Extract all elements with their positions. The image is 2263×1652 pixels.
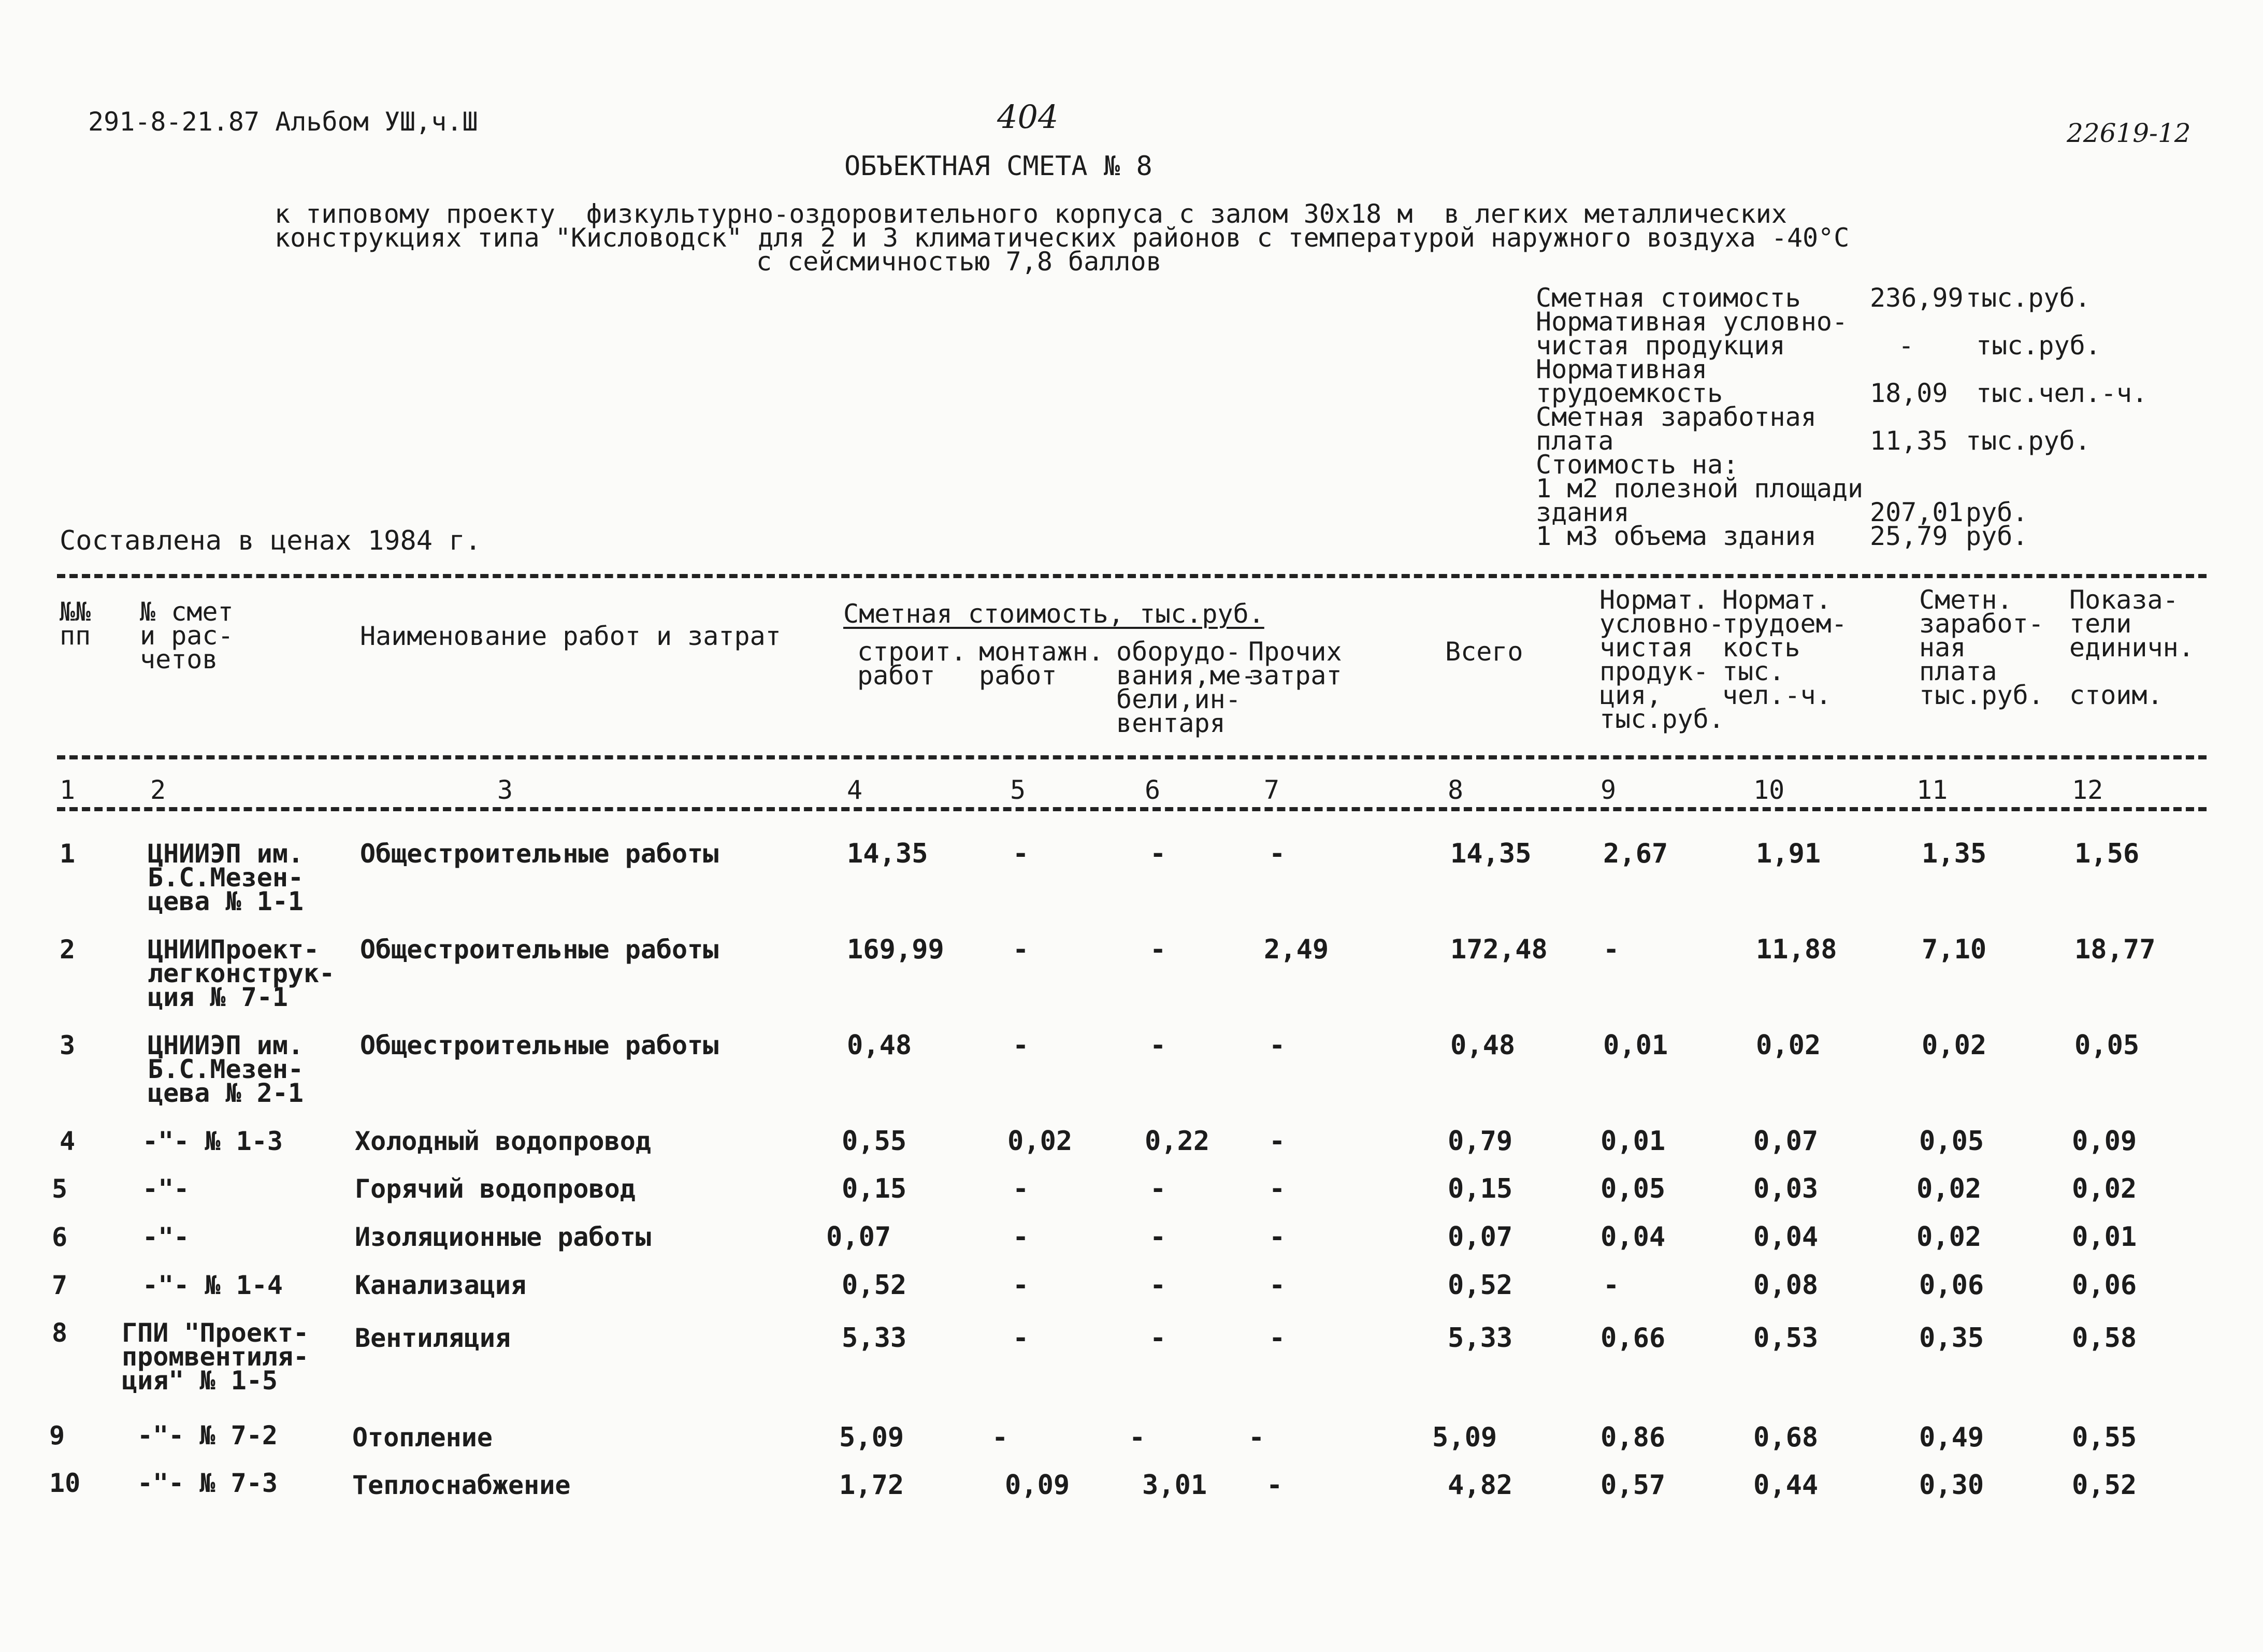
row-installation: - (1013, 1030, 1029, 1061)
divider-top (57, 574, 2207, 578)
row-total: 0,07 (1448, 1222, 1513, 1253)
row-number: 5 (52, 1174, 68, 1204)
row-number: 2 (60, 935, 76, 965)
row-installation: - (1013, 838, 1029, 869)
row-wages: 7,10 (1922, 934, 1987, 965)
summary-value: - (1898, 331, 1914, 361)
row-norm-labor: 0,53 (1753, 1323, 1819, 1354)
column-number: 9 (1601, 775, 1617, 805)
row-estimate: -"- (142, 1174, 190, 1204)
row-total: 14,35 (1450, 838, 1532, 869)
row-norm-labor: 0,03 (1753, 1173, 1819, 1204)
column-number: 6 (1145, 775, 1161, 805)
row-total: 4,82 (1448, 1470, 1513, 1501)
row-installation: - (1013, 1222, 1029, 1253)
row-number: 9 (49, 1420, 65, 1450)
row-unit-cost: 0,05 (2074, 1030, 2140, 1061)
row-number: 8 (52, 1318, 68, 1348)
row-number: 10 (49, 1468, 81, 1498)
row-norm-labor: 0,04 (1753, 1222, 1819, 1253)
row-construction: 0,15 (842, 1173, 907, 1204)
prices-note: Составлена в ценах 1984 г. (60, 525, 481, 556)
row-equipment: - (1150, 1222, 1166, 1253)
row-installation: 0,09 (1005, 1470, 1070, 1501)
row-estimate: -"- (142, 1222, 190, 1252)
row-construction: 0,48 (847, 1030, 912, 1061)
row-name: Изоляционные работы (355, 1222, 651, 1252)
col-header-total: Всего (1445, 637, 1523, 667)
row-unit-cost: 0,52 (2072, 1470, 2137, 1501)
column-number: 2 (150, 775, 166, 805)
row-norm-net: 0,01 (1601, 1126, 1666, 1157)
column-number: 7 (1264, 775, 1280, 805)
row-number: 3 (60, 1030, 76, 1060)
row-unit-cost: 0,02 (2072, 1173, 2137, 1204)
row-equipment: - (1150, 1323, 1166, 1354)
row-other: - (1269, 1222, 1286, 1253)
row-name: Вентиляция (355, 1323, 511, 1353)
row-estimate: ЦНИИЭП им. Б.С.Мезен- цева № 1-1 (148, 839, 304, 916)
row-installation: - (992, 1422, 1008, 1453)
col-header-unit-cost: Показа- тели единичн. стоим. (2069, 585, 2194, 710)
summary-label: Нормативная условно- чистая продукция (1536, 307, 1848, 361)
col-header-norm-labor: Нормат. трудоем- кость тыс. чел.-ч. (1722, 585, 1847, 710)
column-number: 4 (847, 775, 863, 805)
row-name: Общестроительные работы (360, 1030, 719, 1060)
col-header-num: №№ пп (60, 597, 91, 651)
summary-label: Нормативная трудоемкость (1536, 354, 1723, 408)
row-unit-cost: 1,56 (2074, 838, 2140, 869)
row-total: 0,48 (1450, 1030, 1516, 1061)
column-number: 8 (1448, 775, 1464, 805)
archive-number: 22619-12 (2067, 118, 2191, 148)
row-norm-net: 0,66 (1601, 1323, 1666, 1354)
col-header-cost-group: Сметная стоимость, тыс.руб. (843, 599, 1264, 629)
row-estimate: -"- № 7-2 (137, 1420, 278, 1450)
col-header-name: Наименование работ и затрат (360, 621, 781, 651)
row-equipment: - (1150, 1030, 1166, 1061)
row-number: 4 (60, 1126, 76, 1156)
row-norm-labor: 11,88 (1756, 934, 1837, 965)
row-estimate: -"- № 7-3 (137, 1468, 278, 1498)
row-total: 172,48 (1450, 934, 1548, 965)
row-wages: 0,02 (1916, 1173, 1982, 1204)
row-equipment: - (1150, 1270, 1166, 1301)
summary-label: 1 м3 объема здания (1536, 521, 1817, 551)
row-installation: - (1013, 1270, 1029, 1301)
row-wages: 0,06 (1919, 1270, 1984, 1301)
col-header-wages: Сметн. заработ- ная плата тыс.руб. (1919, 585, 2044, 710)
row-installation: - (1013, 934, 1029, 965)
row-estimate: ЦНИИПроект- легконструк- ция № 7-1 (148, 935, 335, 1012)
summary-unit: тыс.руб. (1966, 426, 2091, 456)
row-other: - (1269, 838, 1286, 869)
document-code: 291-8-21.87 Альбом УШ,ч.Ш (88, 107, 478, 137)
row-construction: 5,33 (842, 1323, 907, 1354)
row-total: 0,15 (1448, 1173, 1513, 1204)
row-equipment: - (1150, 1173, 1166, 1204)
row-unit-cost: 0,06 (2072, 1270, 2137, 1301)
row-construction: 169,99 (847, 934, 944, 965)
row-other: - (1269, 1270, 1286, 1301)
divider-header (57, 755, 2207, 759)
col-header-construction: строит. работ (857, 637, 967, 691)
row-norm-net: 0,05 (1601, 1173, 1666, 1204)
row-norm-labor: 0,02 (1756, 1030, 1821, 1061)
summary-unit: тыс.чел.-ч. (1976, 378, 2148, 408)
row-other: - (1269, 1173, 1286, 1204)
row-norm-net: - (1603, 1270, 1620, 1301)
row-unit-cost: 18,77 (2074, 934, 2156, 965)
summary-value: 18,09 (1870, 378, 1948, 408)
summary-label: 1 м2 полезной площади здания (1536, 473, 1864, 527)
row-unit-cost: 0,58 (2072, 1323, 2137, 1354)
row-total: 0,79 (1448, 1126, 1513, 1157)
row-construction: 14,35 (847, 838, 928, 869)
column-number: 12 (2072, 775, 2103, 805)
row-wages: 1,35 (1922, 838, 1987, 869)
row-total: 5,33 (1448, 1323, 1513, 1354)
row-name: Теплоснабжение (352, 1470, 571, 1500)
row-total: 5,09 (1432, 1422, 1497, 1453)
row-construction: 5,09 (839, 1422, 904, 1453)
summary-label: Сметная стоимость (1536, 283, 1801, 313)
summary-unit: руб. (1966, 521, 2028, 551)
row-equipment: - (1129, 1422, 1146, 1453)
row-norm-net: 0,01 (1603, 1030, 1668, 1061)
row-equipment: - (1150, 838, 1166, 869)
row-norm-net: 2,67 (1603, 838, 1668, 869)
row-number: 6 (52, 1222, 68, 1252)
column-number: 3 (497, 775, 513, 805)
col-header-equipment: оборудо- вания,ме- бели,ин- вентаря (1116, 637, 1257, 738)
row-other: - (1269, 1323, 1286, 1354)
row-norm-labor: 0,44 (1753, 1470, 1819, 1501)
summary-label: Стоимость на: (1536, 450, 1739, 480)
row-installation: 0,02 (1007, 1126, 1073, 1157)
column-number: 1 (60, 775, 76, 805)
row-estimate: -"- № 1-4 (142, 1270, 283, 1300)
subtitle-line-1: к типовому проекту физкультурно-оздоровительного корпуса с залом 30х18 м в легких металлических (275, 199, 1787, 229)
row-norm-labor: 0,07 (1753, 1126, 1819, 1157)
row-estimate: -"- № 1-3 (142, 1126, 283, 1156)
row-other: 2,49 (1264, 934, 1329, 965)
summary-unit: руб. (1966, 497, 2028, 527)
row-unit-cost: 0,01 (2072, 1222, 2137, 1253)
row-other: - (1269, 1030, 1286, 1061)
col-header-norm-net-product: Нормат. условно- чистая продук- ция, тыс.руб. (1599, 585, 1724, 734)
subtitle-line-2: конструкциях типа "Кисловодск" для 2 и 3 климатических районов с температурой наружного воздуха -40°С (275, 223, 1850, 253)
row-equipment: 0,22 (1145, 1126, 1210, 1157)
row-total: 0,52 (1448, 1270, 1513, 1301)
row-number: 1 (60, 839, 76, 869)
document-title: ОБЪЕКТНАЯ СМЕТА № 8 (844, 151, 1152, 182)
row-installation: - (1013, 1323, 1029, 1354)
row-norm-labor: 0,08 (1753, 1270, 1819, 1301)
row-wages: 0,02 (1922, 1030, 1987, 1061)
row-equipment: - (1150, 934, 1166, 965)
row-norm-labor: 0,68 (1753, 1422, 1819, 1453)
column-number: 11 (1916, 775, 1948, 805)
row-wages: 0,05 (1919, 1126, 1984, 1157)
row-wages: 0,30 (1919, 1470, 1984, 1501)
row-name: Общестроительные работы (360, 935, 719, 965)
row-equipment: 3,01 (1142, 1470, 1207, 1501)
row-construction: 0,07 (826, 1222, 891, 1253)
row-number: 7 (52, 1270, 68, 1300)
row-name: Канализация (355, 1270, 527, 1300)
summary-value: 236,99 (1870, 283, 1964, 313)
row-norm-net: 0,57 (1601, 1470, 1666, 1501)
row-wages: 0,02 (1916, 1222, 1982, 1253)
col-header-estimate-number: № смет и рас- четов (140, 597, 234, 674)
summary-value: 25,79 (1870, 521, 1948, 551)
summary-label: Сметная заработная плата (1536, 402, 1817, 456)
row-construction: 0,52 (842, 1270, 907, 1301)
row-norm-net: - (1603, 934, 1620, 965)
row-norm-labor: 1,91 (1756, 838, 1821, 869)
col-header-installation: монтажн. работ (979, 637, 1104, 691)
row-wages: 0,49 (1919, 1422, 1984, 1453)
subtitle-line-3: с сейсмичностью 7,8 баллов (756, 247, 1162, 277)
row-estimate: ГПИ "Проект- промвентиля- ция" № 1-5 (122, 1318, 309, 1396)
row-name: Общестроительные работы (360, 839, 719, 869)
row-norm-net: 0,86 (1601, 1422, 1666, 1453)
row-unit-cost: 0,55 (2072, 1422, 2137, 1453)
row-estimate: ЦНИИЭП им. Б.С.Мезен- цева № 2-1 (148, 1030, 304, 1108)
col-header-other: Прочих затрат (1248, 637, 1342, 691)
page-number: 404 (997, 98, 1059, 136)
row-other: - (1266, 1470, 1283, 1501)
row-wages: 0,35 (1919, 1323, 1984, 1354)
row-norm-net: 0,04 (1601, 1222, 1666, 1253)
row-construction: 1,72 (839, 1470, 904, 1501)
row-name: Холодный водопровод (355, 1126, 651, 1156)
row-unit-cost: 0,09 (2072, 1126, 2137, 1157)
row-other: - (1248, 1422, 1265, 1453)
summary-unit: тыс.руб. (1966, 283, 2091, 313)
row-name: Горячий водопровод (355, 1174, 636, 1204)
row-construction: 0,55 (842, 1126, 907, 1157)
summary-value: 11,35 (1870, 426, 1948, 456)
summary-unit: тыс.руб. (1976, 331, 2101, 361)
column-number: 10 (1753, 775, 1785, 805)
summary-value: 207,01 (1870, 497, 1964, 527)
divider-column-numbers (57, 807, 2207, 811)
row-name: Отопление (352, 1423, 493, 1453)
column-number: 5 (1010, 775, 1026, 805)
row-installation: - (1013, 1173, 1029, 1204)
row-other: - (1269, 1126, 1286, 1157)
